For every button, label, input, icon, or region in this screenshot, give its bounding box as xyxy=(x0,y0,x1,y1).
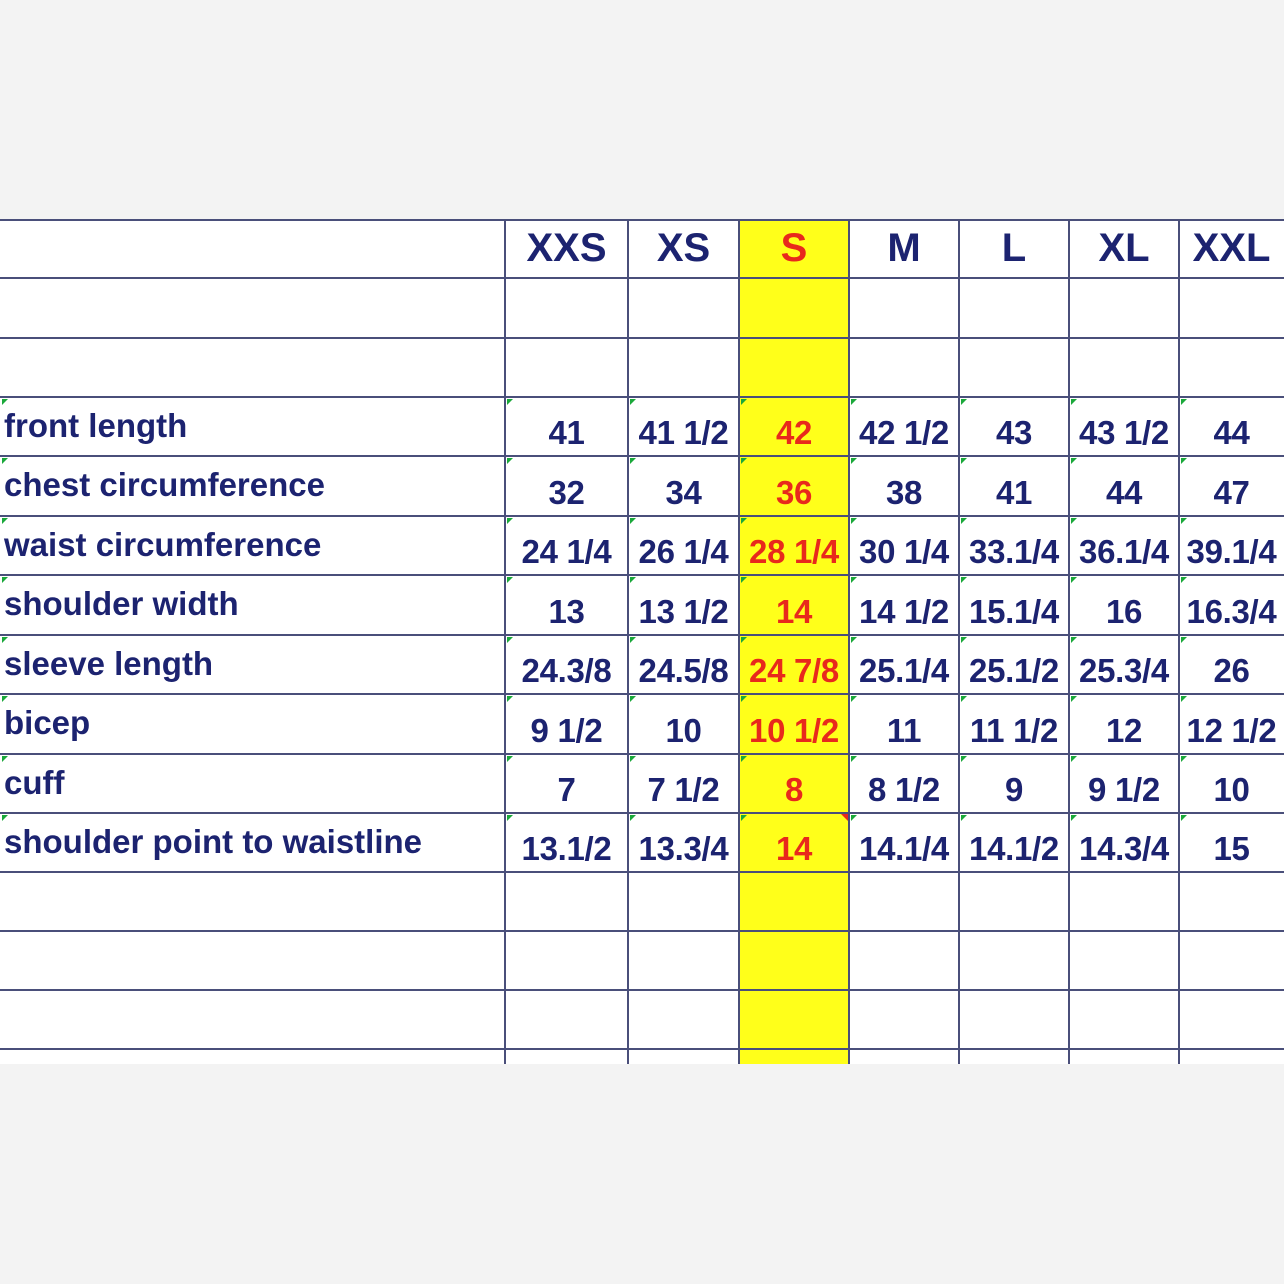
size-header-m: M xyxy=(887,226,921,270)
cell-marker xyxy=(630,458,636,464)
cell-marker xyxy=(2,458,8,464)
cell-marker xyxy=(851,518,857,524)
cell-marker xyxy=(1181,756,1187,762)
cell-marker xyxy=(851,577,857,583)
cell-marker xyxy=(961,696,967,702)
cell-marker xyxy=(2,756,8,762)
cell-marker xyxy=(851,756,857,762)
size-header-s: S xyxy=(780,226,808,270)
size-value-cell: 34 xyxy=(665,474,702,511)
cell-marker xyxy=(851,696,857,702)
row-label: chest circumference xyxy=(4,466,325,503)
cell-marker xyxy=(1071,518,1077,524)
cell-marker xyxy=(741,696,747,702)
size-value-cell: 7 xyxy=(557,771,576,808)
cell-marker xyxy=(851,399,857,405)
size-value-cell: 14.1/2 xyxy=(969,830,1059,867)
size-value-cell: 44 xyxy=(1105,474,1143,511)
size-value-cell: 16.3/4 xyxy=(1186,593,1277,630)
cell-marker xyxy=(741,756,747,762)
size-value-cell: 41 1/2 xyxy=(638,414,729,451)
size-value-cell: 25.3/4 xyxy=(1079,652,1169,689)
size-value-cell: 28 1/4 xyxy=(749,533,839,570)
size-value-cell: 8 1/2 xyxy=(868,771,940,808)
size-value-cell: 9 1/2 xyxy=(1088,771,1160,808)
cell-marker xyxy=(1181,518,1187,524)
size-value-cell: 12 xyxy=(1105,712,1143,749)
size-value-cell: 15 xyxy=(1213,830,1250,867)
cell-marker xyxy=(1071,756,1077,762)
size-value-cell: 13.3/4 xyxy=(638,830,729,867)
cell-marker xyxy=(841,814,848,821)
size-value-cell: 15.1/4 xyxy=(969,593,1059,630)
size-value-cell: 9 xyxy=(1004,771,1024,808)
size-value-cell: 42 xyxy=(775,414,813,451)
size-header-xs: XS xyxy=(656,226,711,270)
size-value-cell: 14 1/2 xyxy=(859,593,949,630)
size-value-cell: 26 xyxy=(1213,652,1250,689)
size-value-cell: 13 xyxy=(548,593,585,630)
cell-marker xyxy=(507,518,513,524)
cell-marker xyxy=(630,756,636,762)
row-label: sleeve length xyxy=(4,645,214,682)
size-value-cell: 14.1/4 xyxy=(859,830,949,867)
cell-marker xyxy=(2,577,8,583)
cell-marker xyxy=(1181,399,1187,405)
cell-marker xyxy=(630,399,636,405)
size-value-cell: 16 xyxy=(1105,593,1143,630)
cell-marker xyxy=(961,399,967,405)
cell-marker xyxy=(2,815,8,821)
size-value-cell: 13 1/2 xyxy=(638,593,729,630)
size-value-cell: 10 1/2 xyxy=(749,712,839,749)
size-value-cell: 11 1/2 xyxy=(969,712,1059,749)
cell-marker xyxy=(961,756,967,762)
size-value-cell: 47 xyxy=(1213,474,1250,511)
size-value-cell: 33.1/4 xyxy=(969,533,1059,570)
size-value-cell: 24 1/4 xyxy=(521,533,612,570)
size-value-cell: 25.1/4 xyxy=(859,652,949,689)
row-label: waist circumference xyxy=(4,526,322,563)
size-value-cell: 12 1/2 xyxy=(1186,712,1277,749)
size-value-cell: 42 1/2 xyxy=(859,414,949,451)
cell-marker xyxy=(2,518,8,524)
size-value-cell: 43 1/2 xyxy=(1079,414,1169,451)
size-value-cell: 24 7/8 xyxy=(749,652,839,689)
cell-marker xyxy=(1071,399,1077,405)
size-value-cell: 7 1/2 xyxy=(647,771,720,808)
size-value-cell: 25.1/2 xyxy=(969,652,1059,689)
row-label: shoulder point to waistline xyxy=(4,823,423,860)
cell-marker xyxy=(630,518,636,524)
cell-marker xyxy=(507,756,513,762)
cell-marker xyxy=(630,637,636,643)
size-value-cell: 14 xyxy=(775,830,813,867)
cell-marker xyxy=(741,458,747,464)
cell-marker xyxy=(1181,637,1187,643)
size-value-cell: 41 xyxy=(548,414,585,451)
cell-marker xyxy=(1071,637,1077,643)
cell-marker xyxy=(507,458,513,464)
cell-marker xyxy=(1181,815,1187,821)
cell-marker xyxy=(507,637,513,643)
size-value-cell: 38 xyxy=(885,474,923,511)
size-value-cell: 9 1/2 xyxy=(530,712,603,749)
cell-marker xyxy=(1071,696,1077,702)
cell-marker xyxy=(851,637,857,643)
row-label: front length xyxy=(4,407,188,444)
size-value-cell: 44 xyxy=(1213,414,1250,451)
size-header-xl: XL xyxy=(1098,226,1150,270)
size-value-cell: 43 xyxy=(995,414,1033,451)
cell-marker xyxy=(741,637,747,643)
cell-marker xyxy=(961,458,967,464)
size-header-xxl: XXL xyxy=(1192,226,1271,270)
size-value-cell: 24.3/8 xyxy=(521,652,612,689)
size-chart-sheet xyxy=(0,219,1284,1064)
cell-marker xyxy=(507,399,513,405)
cell-marker xyxy=(961,815,967,821)
cell-marker xyxy=(961,637,967,643)
cell-marker xyxy=(2,696,8,702)
size-value-cell: 11 xyxy=(886,712,922,749)
row-label: shoulder width xyxy=(4,585,239,622)
size-header-l: L xyxy=(1001,226,1027,270)
cell-marker xyxy=(961,518,967,524)
cell-marker xyxy=(1181,577,1187,583)
cell-marker xyxy=(1071,458,1077,464)
cell-marker xyxy=(851,815,857,821)
size-value-cell: 10 xyxy=(1213,771,1250,808)
cell-marker xyxy=(1071,577,1077,583)
cell-marker xyxy=(741,577,747,583)
size-header-xxs: XXS xyxy=(526,226,607,270)
cell-marker xyxy=(507,696,513,702)
cell-marker xyxy=(507,577,513,583)
cell-marker xyxy=(507,815,513,821)
row-label: cuff xyxy=(4,764,65,801)
cell-marker xyxy=(741,399,747,405)
cell-marker xyxy=(1071,815,1077,821)
size-value-cell: 30 1/4 xyxy=(859,533,949,570)
cell-marker xyxy=(851,458,857,464)
cell-marker xyxy=(630,815,636,821)
cell-marker xyxy=(2,637,8,643)
cell-marker xyxy=(1181,458,1187,464)
cell-marker xyxy=(630,577,636,583)
cell-marker xyxy=(961,577,967,583)
size-value-cell: 36.1/4 xyxy=(1079,533,1169,570)
size-value-cell: 10 xyxy=(665,712,702,749)
size-value-cell: 39.1/4 xyxy=(1186,533,1277,570)
cell-marker xyxy=(741,815,747,821)
size-value-cell: 24.5/8 xyxy=(638,652,729,689)
size-value-cell: 13.1/2 xyxy=(521,830,612,867)
size-value-cell: 14.3/4 xyxy=(1079,830,1169,867)
size-value-cell: 14 xyxy=(775,593,813,630)
size-value-cell: 36 xyxy=(775,474,813,511)
size-value-cell: 32 xyxy=(548,474,585,511)
size-value-cell: 26 1/4 xyxy=(638,533,729,570)
size-value-cell: 41 xyxy=(995,474,1033,511)
cell-marker xyxy=(630,696,636,702)
cell-marker xyxy=(1181,696,1187,702)
cell-marker xyxy=(2,399,8,405)
row-label: bicep xyxy=(4,704,91,741)
size-value-cell: 8 xyxy=(784,771,804,808)
cell-marker xyxy=(741,518,747,524)
